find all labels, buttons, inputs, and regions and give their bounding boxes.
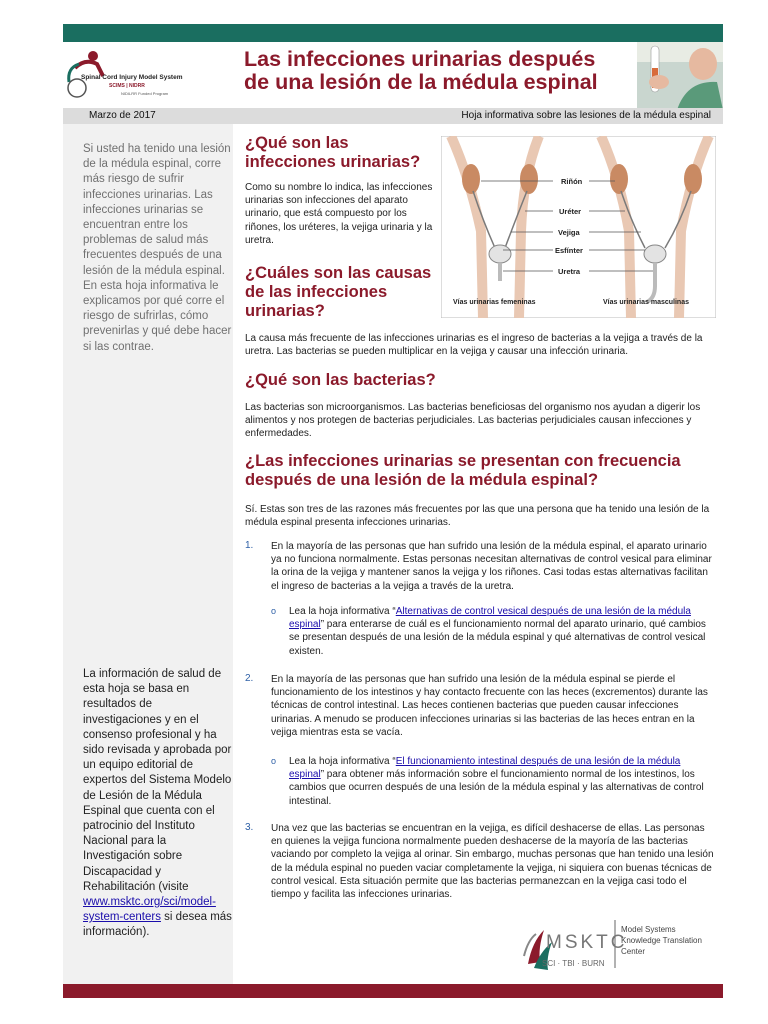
list-item-1: En la mayoría de las personas que han sufrido una lesión de la médula espinal, el aparato urinario ya no funciona normalmente. Estas personas necesitan alternativas de control vesical para eliminar la orina de la vejiga y mantener sanos la vejiga y los riñones. Casi todas estas alternativas facilitan el ingreso de bacterias a la vejiga a través de la uretra. [271,541,712,592]
msktc-sub: SCI · TBI · BURN [542,959,605,968]
section-q1 [245,134,435,247]
nurse-photo [637,42,723,110]
list-subitem-1 [289,605,717,658]
subitem-suffix: ” para obtener más información sobre el funcionamiento normal de los intestinos, los cambios que ocurren después de una lesión de la médula espinal y las alternativas de control intestinal. [289,769,704,807]
section-heading: ¿Qué son las infecciones urinarias? [245,134,421,171]
msktc-right-3: Center [621,947,646,956]
section-heading: ¿Cuáles son las causas de las infecciones urinarias? [245,264,432,320]
bullet-icon: o [271,606,277,616]
logo-program: NIDILRR Funded Program [121,91,169,96]
sidebar-info-text: La información de salud de esta hoja se basa en resultados de investigaciones y en el consenso profesional y ha sido revisada y aprobada por un equipo editorial de expertos del Sistema Modelo de Lesión de la Médula Espinal que cuenta con el patrocinio del Instituto Nacional para la Investigación sobre Discapacidad y Rehabilitación (visite [83,668,232,893]
header [63,42,723,104]
bowel-function-link[interactable]: El funcionamiento intestinal después de una lesión de la médula espinal [289,756,681,781]
msktc-right-1: Model Systems [621,925,676,934]
msktc-emblem-icon [520,912,720,982]
publication-date: Marzo de 2017 [89,110,156,121]
label-ureter: Uréter [559,207,582,216]
page-title [244,48,664,94]
section-text: Las bacterias son microorganismos. Las bacterias beneficiosas del organismo nos ayudan a digerir los alimentos y nos protegen de bacterias perjudiciales. Las bacterias perjudiciales causan infecciones y enfermedades. [245,402,701,440]
section-heading: ¿Qué son las bacterias? [245,371,436,389]
caption-male: Vías urinarias masculinas [603,299,689,306]
subitem-prefix: Lea la hoja informativa “ [289,756,396,767]
section-text-q2: La causa más frecuente de las infecciones urinarias es el ingreso de bacterias a la vejiga a través de la uretra. Las bacterias se pueden multiplicar en la vejiga y causar una infección urinaria. [245,333,703,358]
list-number-1: 1. [245,540,254,551]
subheader-bar [63,108,723,124]
bladder-management-link[interactable]: Alternativas de control vesical después de una lesión de la médula espinal [289,606,691,631]
section-text: Sí. Estas son tres de las razones más frecuentes por las que una persona que ha tenido una lesión de la médula espinal presenta infecciones urinarias. [245,504,710,529]
series-label: Hoja informativa sobre las lesiones de la médula espinal [461,110,711,121]
list-number-3: 3. [245,822,254,833]
model-system-centers-link[interactable]: www.msktc.org/sci/model-system-centers [83,896,216,924]
section-text: Como su nombre lo indica, las infecciones urinarias son infecciones del aparato urinario, que está compuesto por los riñones, los uréteres, la vejiga urinaria y la uretra. [245,182,433,246]
subitem-prefix: Lea la hoja informativa “ [289,606,396,617]
msktc-name: MSKTC [546,932,628,953]
bottom-color-bar [63,984,723,998]
top-color-bar [63,24,723,42]
sidebar-info [83,667,233,941]
list-item-3: Una vez que las bacterias se encuentran en la vejiga, es difícil deshacerse de ellas. Las personas en quienes la vejiga funciona normalmente pueden deshacerse de la mayoría de las bacterias vaciando por completo la vejiga al orinar. Sin embargo, muchas personas que han tenido una lesión de la médula espinal no pueden vaciar completamente la vejiga, ni siquiera con buenas técnicas de control vesical. Esta situación permite que las bacterias permanezcan en la vejiga casi todo el tiempo y facilita las infecciones urinarias. [271,823,714,901]
list-number-2: 2. [245,673,254,684]
section-q4 [245,452,717,529]
msktc-logo [520,912,720,982]
section-heading: ¿Las infecciones urinarias se presentan con frecuencia después de una lesión de la médula espinal? [245,452,681,489]
section-q3 [245,371,717,441]
scims-logo [63,48,238,100]
label-urethra: Uretra [558,267,581,276]
list-item-2: En la mayoría de las personas que han sufrido una lesión de la médula espinal se pierde el funcionamiento de los intestinos y hay contacto frecuente con las heces (excrementos) durante las técnicas de control intestinal. Las heces contienen bacterias que pueden causar infecciones urinarias. A menudo se producen infecciones urinarias si las bacterias de las heces entran en la vejiga mientras esta se vacía. [271,674,708,738]
logo-subtitle: SCIMS | NIDRR [109,83,145,89]
label-kidney: Riñón [561,177,583,186]
sidebar-intro: Si usted ha tenido una lesión de la médula espinal, corre más riesgo de sufrir infecciones urinarias. Las infecciones urinarias se encuentran entre los problemas de salud más frecuentes después de una lesión de la médula espinal. En esta hoja informativa le explicamos por qué corre el riesgo de sufrirlas, cómo prevenirlas y qué debe hacer si las contrae. [83,143,232,353]
caption-female: Vías urinarias femeninas [453,299,536,306]
list-subitem-2 [289,755,717,808]
title-line-2: de una lesión de la médula espinal [244,70,598,94]
logo-title: Spinal Cord Injury Model System [81,74,183,81]
subitem-suffix: ” para enterarse de cuál es el funcionamiento normal del aparato urinario, qué cambios se presentan después de una lesión de la médula espinal y qué alternativas de control vesical existen. [289,619,706,657]
label-bladder: Vejiga [558,228,580,237]
label-sphincter: Esfínter [555,246,583,255]
sidebar-info-end: si desea más información). [83,911,232,939]
bullet-icon: o [271,756,277,766]
msktc-right-2: Knowledge Translation [621,936,702,945]
urinary-tract-diagram [441,136,716,318]
section-q2-heading [245,264,435,321]
title-line-1: Las infecciones urinarias después [244,47,596,71]
